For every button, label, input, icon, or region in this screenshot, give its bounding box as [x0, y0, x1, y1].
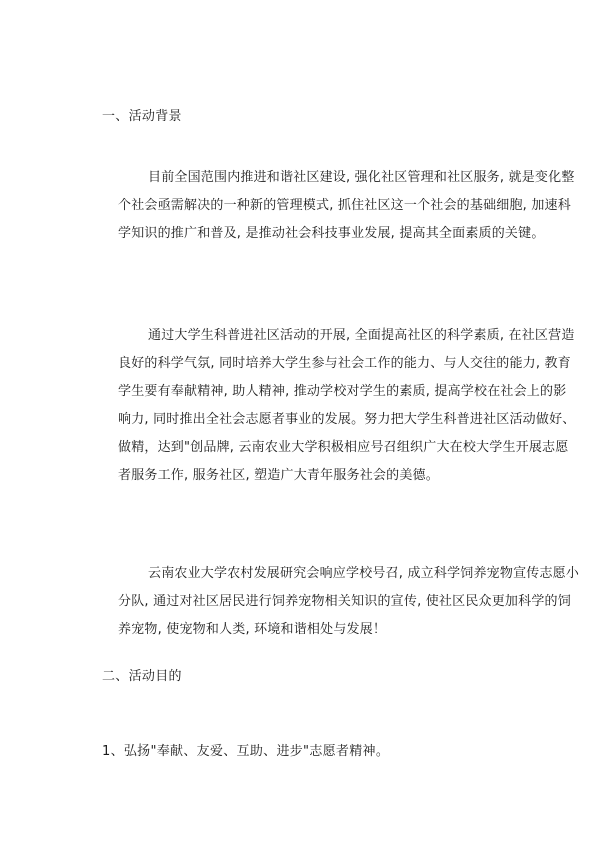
paragraph-line: 良好的科学气氛, 同时培养大学生参与社会工作的能力、与人交往的能力, 教育: [118, 356, 571, 371]
paragraph-line: 学生要有奉献精神, 助人精神, 推动学校对学生的素质, 提高学校在社会上的影: [118, 384, 567, 399]
paragraph-line: 做精，达到"创品牌, 云南农业大学积极相应号召组织广大在校大学生开展志愿: [118, 440, 569, 455]
paragraph-line: 目前全国范围内推进和谐社区建设, 强化社区管理和社区服务, 就是变化整: [148, 170, 575, 185]
paragraph-line: 学知识的推广和普及, 是推动社会科技事业发展, 提高其全面素质的关键。: [118, 226, 545, 241]
paragraph-line: 者服务工作, 服务社区, 塑造广大青年服务社会的美德。: [118, 468, 439, 483]
paragraph-line: 通过大学生科普进社区活动的开展, 全面提高社区的科学素质, 在社区营造: [148, 328, 575, 343]
paragraph-3: [88, 560, 580, 644]
section-heading-purpose: 二、活动目的: [102, 669, 182, 684]
paragraph-line: 分队, 通过对社区居民进行饲养宠物相关知识的宣传, 使社区民众更加科学的饲: [118, 594, 571, 609]
paragraph-line: 养宠物, 使宠物和人类, 环境和谐相处与发展！: [118, 622, 387, 637]
paragraph-line: 个社会亟需解决的一种新的管理模式, 抓住社区这一个社会的基础细胞, 加速科: [118, 198, 571, 213]
paragraph-line: 响力, 同时推出全社会志愿者事业的发展。努力把大学生科普进社区活动做好、: [118, 412, 576, 427]
section-heading-background: 一、活动背景: [102, 109, 182, 124]
paragraph-1: [88, 164, 575, 248]
paragraph-line: 云南农业大学农村发展研究会响应学校号召, 成立科学饲养宠物宣传志愿小: [148, 566, 580, 581]
paragraph-2: [88, 322, 576, 490]
list-item: 1、弘扬"奉献、友爱、互助、进步"志愿者精神。: [102, 744, 390, 759]
